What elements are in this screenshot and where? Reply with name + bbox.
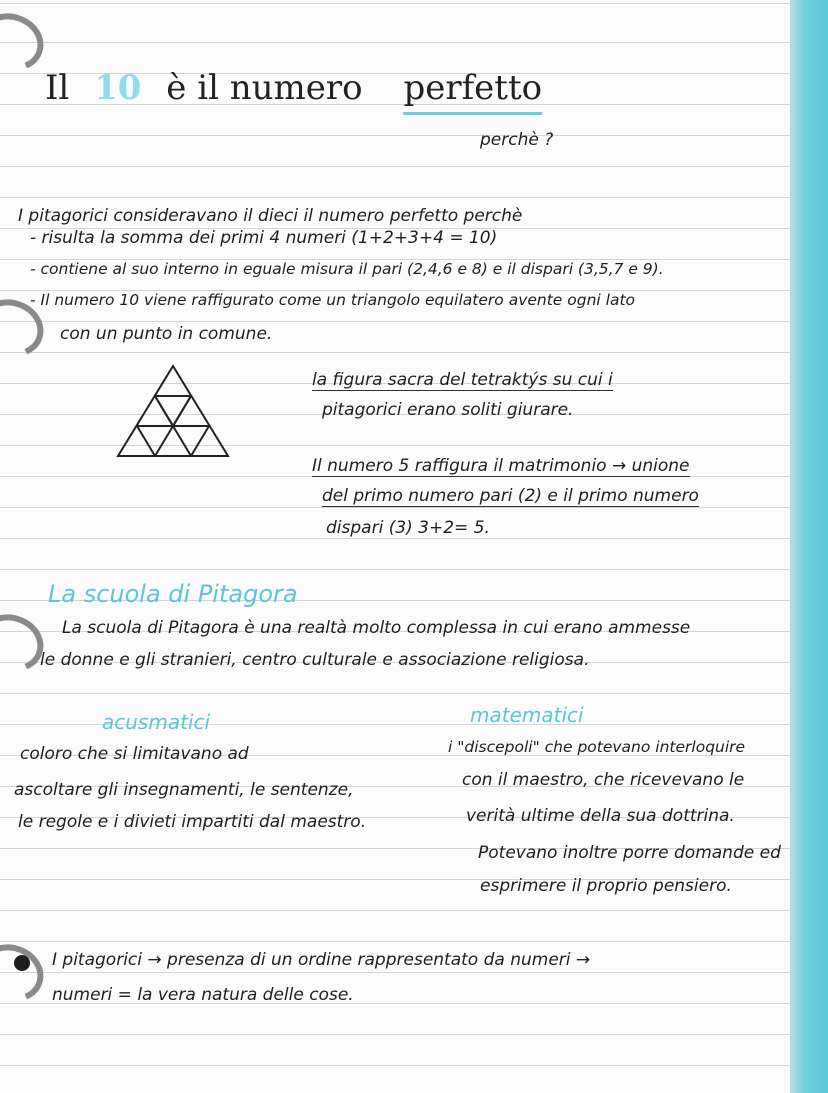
title-prefix: Il [45,68,70,108]
intro-line: I pitagorici consideravano il dieci il numero perfetto perchè [18,206,523,226]
title-number: 10 [94,68,142,108]
marriage-line: del primo numero pari (2) e il primo numero [322,486,699,506]
marriage-line: dispari (3) 3+2= 5. [326,518,490,538]
binder-hole [14,955,30,971]
acusmatici-line: coloro che si limitavano ad [20,744,249,764]
intro-bullet: - Il numero 10 viene raffigurato come un triangolo equilatero avente ogni lato [30,291,636,309]
matematici-line: Potevano inoltre porre domande ed [478,843,781,863]
matematici-line: con il maestro, che ricevevano le [462,770,745,790]
tetraktys-triangle-drawing [112,362,234,462]
intro-continuation: con un punto in comune. [60,324,273,344]
tetraktys-line: la figura sacra del tetraktýs su cui i [312,370,613,390]
acusmatici-line: ascoltare gli insegnamenti, le sentenze, [14,780,354,800]
binder-ring [0,935,52,1010]
matematici-line: i "discepoli" che potevano interloquire [448,738,746,756]
school-heading: La scuola di Pitagora [48,580,298,608]
marriage-line: Il numero 5 raffigura il matrimonio → unione [312,456,690,476]
notebook-edge [790,0,828,1093]
page-title [45,68,542,108]
acusmatici-line: le regole e i divieti impartiti dal maestro. [18,812,367,832]
school-line: le donne e gli stranieri, centro culturale e associazione religiosa. [40,650,590,670]
tetraktys-line: pitagorici erano soliti giurare. [322,400,574,420]
matematici-line: esprimere il proprio pensiero. [480,876,732,896]
conclusion-line: numeri = la vera natura delle cose. [52,985,354,1005]
subtitle: perchè ? [480,130,554,150]
intro-bullet: - contiene al suo interno in eguale misura il pari (2,4,6 e 8) e il dispari (3,5,7 e 9). [30,260,664,278]
intro-bullet: - risulta la somma dei primi 4 numeri (1+2+3+4 = 10) [30,228,498,248]
title-highlight: perfetto [403,68,542,115]
matematici-line: verità ultime della sua dottrina. [466,806,735,826]
conclusion-line: I pitagorici → presenza di un ordine rappresentato da numeri → [52,950,591,970]
binder-ring [0,4,52,79]
school-line: La scuola di Pitagora è una realtà molto complessa in cui erano ammesse [62,618,691,638]
title-middle: è il numero [166,68,363,108]
matematici-heading: matematici [470,703,584,727]
acusmatici-heading: acusmatici [102,710,211,734]
